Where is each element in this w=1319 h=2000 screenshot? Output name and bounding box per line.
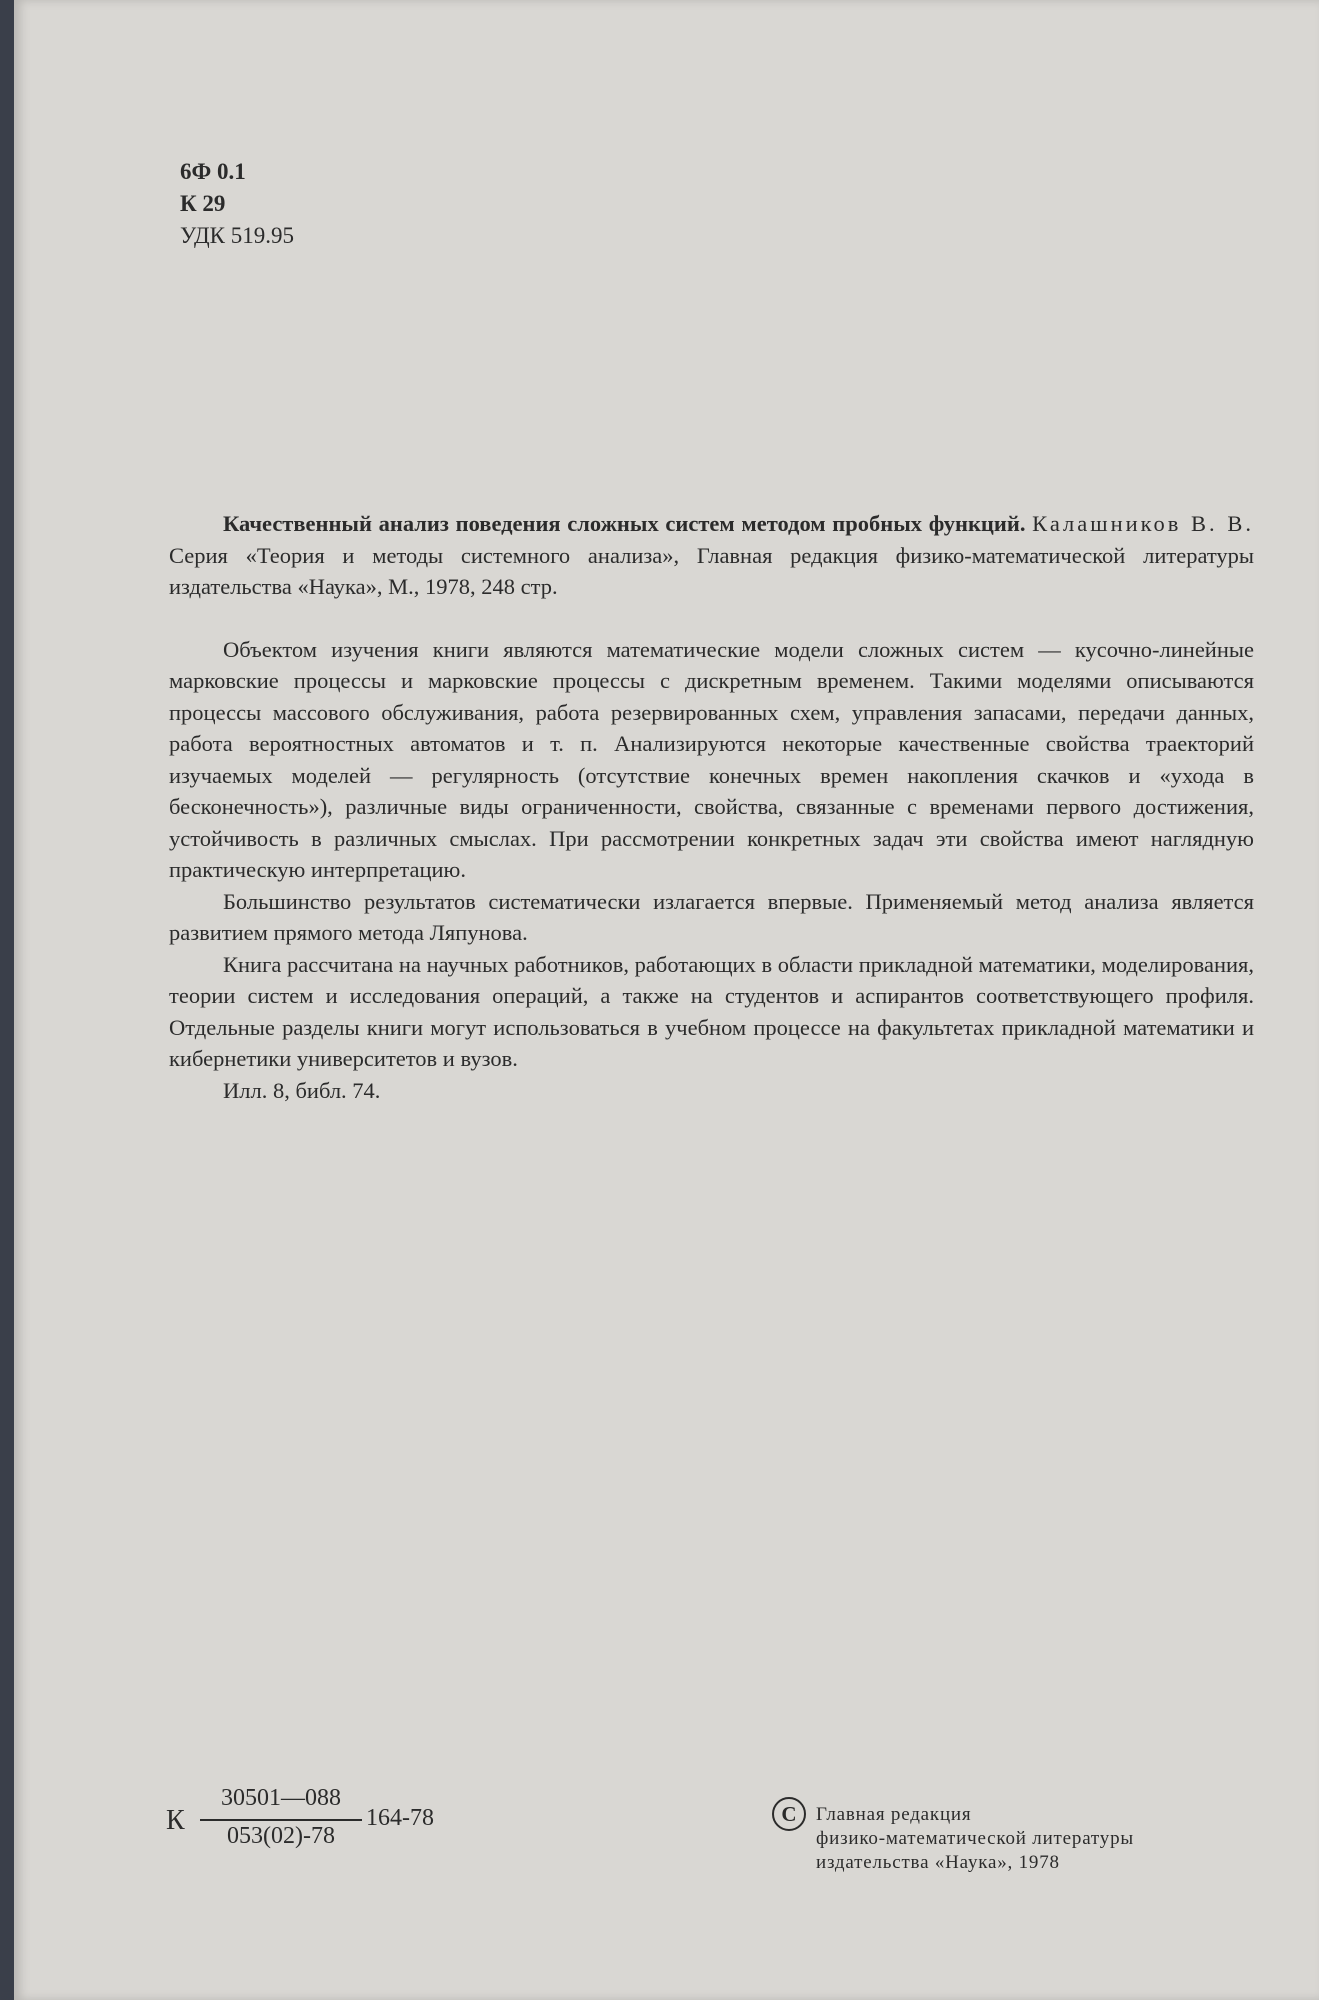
udk-index: УДК 519.95 bbox=[180, 223, 294, 248]
abstract-paragraph-3: Книга рассчитана на научных работников, работающих в области прикладной математики, моделирования, теории систем и исследования операций, а также на студентов и аспирантов соответствующего профиля. Отдельные разделы книги могут использоваться в учебном процессе на факультетах прикладной математики и кибернетики университетов и вузов. bbox=[169, 951, 1254, 1071]
copyright-line-1: Главная редакция bbox=[816, 1804, 972, 1825]
bbk-index: 6Ф 0.1 bbox=[180, 159, 246, 184]
book-page bbox=[14, 0, 1319, 2000]
book-imprint: Серия «Теория и методы системного анализа», Главная редакция физико-математической литературы издательства «Наука», М., 1978, 248 стр. bbox=[169, 542, 1254, 599]
copyright-line-2: физико-математической литературы bbox=[816, 1828, 1134, 1849]
catalog-prefix: К bbox=[166, 1805, 185, 1836]
abstract bbox=[169, 508, 1254, 1106]
author-mark: К 29 bbox=[180, 191, 226, 216]
catalog-denominator: 053(02)-78 bbox=[227, 1823, 335, 1849]
bibliographic-entry bbox=[169, 508, 1254, 603]
copyright-text bbox=[816, 1803, 1134, 1875]
abstract-paragraph-1: Объектом изучения книги являются математические модели сложных систем — кусочно-линейные марковские процессы и марковские процессы с дискретным временем. Такими моделями описываются процессы массового обслуживания, работа резервированных схем, управления запасами, передачи данных, работа вероятностных автоматов и т. п. Анализируются некоторые качественные свойства траекторий изучаемых моделей — регулярность (отсутствие конечных времен накопления скачков и «ухода в бесконечность»), различные виды ограниченности, свойства, связанные с временами первого достижения, устойчивость в различных смыслах. При рассмотрении конкретных задач эти свойства имеют наглядную практическую интерпретацию. bbox=[169, 636, 1254, 882]
abstract-paragraph-2: Большинство результатов систематически излагается впервые. Применяемый метод анализа является развитием прямого метода Ляпунова. bbox=[169, 888, 1254, 945]
book-author: Калашников В. В. bbox=[1032, 511, 1254, 536]
catalog-suffix: 164-78 bbox=[366, 1805, 434, 1831]
book-title: Качественный анализ поведения сложных систем методом пробных функций. bbox=[223, 511, 1026, 536]
classification-block bbox=[180, 156, 294, 252]
fraction-line bbox=[200, 1819, 362, 1821]
catalog-numerator: 30501—088 bbox=[221, 1785, 341, 1811]
copyright-icon: C bbox=[772, 1797, 806, 1831]
copyright-line-3: издательства «Наука», 1978 bbox=[816, 1852, 1060, 1873]
illustrations-bibliography: Илл. 8, библ. 74. bbox=[223, 1077, 381, 1103]
